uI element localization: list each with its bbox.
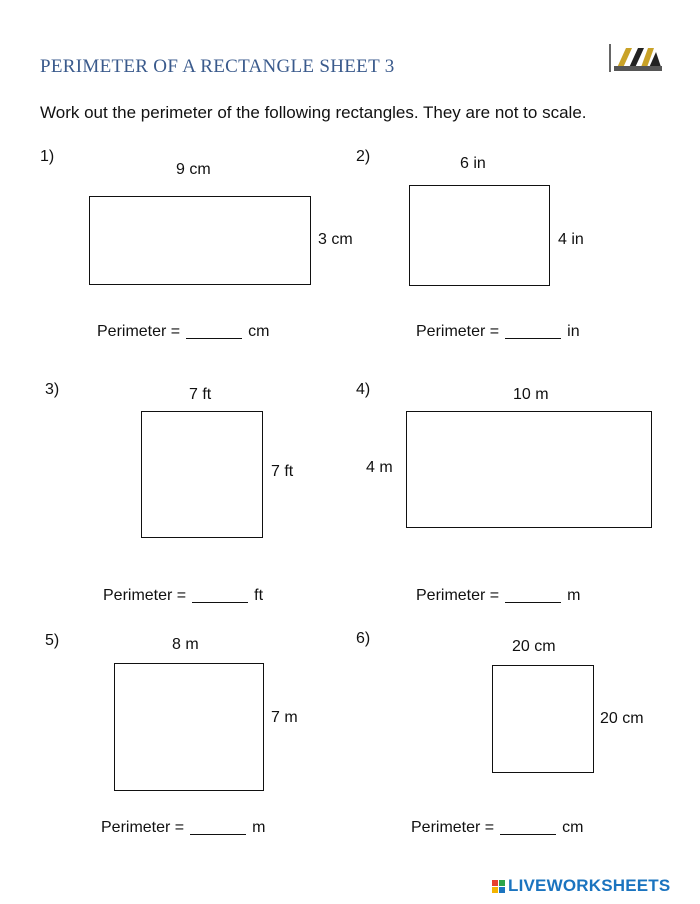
problem-6-rectangle [492, 665, 594, 773]
problem-4-side-length: 4 m [366, 459, 393, 476]
instructions: Work out the perimeter of the following rectangles. They are not to scale. [40, 103, 587, 122]
problem-5-top-length: 8 m [172, 636, 199, 653]
problem-6-top-length: 20 cm [512, 638, 556, 655]
problem-2-side-length: 4 in [558, 231, 584, 248]
brand-text: LIVEWORKSHEETS [508, 876, 671, 895]
problem-5-rectangle [114, 663, 264, 791]
problem-5-perimeter [101, 819, 265, 837]
problem-2-top-length: 6 in [460, 155, 486, 172]
problem-4-perimeter [416, 587, 580, 605]
problem-3-number: 3) [45, 381, 60, 398]
answer-unit: cm [248, 323, 270, 340]
problem-5-number: 5) [45, 632, 60, 649]
problem-2-number: 2) [356, 148, 371, 165]
liveworksheets-brand[interactable] [492, 876, 670, 896]
problem-2-perimeter [416, 323, 580, 341]
problem-1-side-length: 3 cm [318, 231, 353, 248]
problem-4-rectangle [406, 411, 652, 528]
perimeter-label: Perimeter = [416, 323, 500, 340]
problem-6-number: 6) [356, 630, 371, 647]
problem-1-number: 1) [40, 148, 55, 165]
answer-blank[interactable] [505, 602, 561, 603]
perimeter-label: Perimeter = [416, 587, 500, 604]
answer-unit: m [252, 819, 266, 836]
perimeter-label: Perimeter = [97, 323, 181, 340]
problem-1-perimeter [97, 323, 269, 341]
answer-unit: cm [562, 819, 584, 836]
problem-1-rectangle [89, 196, 311, 285]
liveworksheets-logo-icon [492, 880, 505, 893]
answer-blank[interactable] [192, 602, 248, 603]
problem-1-top-length: 9 cm [176, 161, 211, 178]
answer-blank[interactable] [500, 834, 556, 835]
problem-3-top-length: 7 ft [189, 386, 212, 403]
problem-4-top-length: 10 m [513, 386, 549, 403]
problem-3-rectangle [141, 411, 263, 538]
problem-4-number: 4) [356, 381, 371, 398]
perimeter-label: Perimeter = [103, 587, 187, 604]
problem-6-perimeter [411, 819, 583, 837]
problem-5-side-length: 7 m [271, 709, 298, 726]
answer-unit: ft [254, 587, 264, 604]
problem-6-side-length: 20 cm [600, 710, 644, 727]
problem-3-perimeter [103, 587, 263, 605]
problem-3-side-length: 7 ft [271, 463, 294, 480]
answer-unit: m [567, 587, 581, 604]
answer-blank[interactable] [190, 834, 246, 835]
perimeter-label: Perimeter = [101, 819, 185, 836]
perimeter-label: Perimeter = [411, 819, 495, 836]
answer-blank[interactable] [505, 338, 561, 339]
page-title: PERIMETER OF A RECTANGLE SHEET 3 [40, 56, 395, 77]
problem-2-rectangle [409, 185, 550, 286]
answer-blank[interactable] [186, 338, 242, 339]
answer-unit: in [567, 323, 580, 340]
publisher-logo-icon [608, 42, 666, 74]
